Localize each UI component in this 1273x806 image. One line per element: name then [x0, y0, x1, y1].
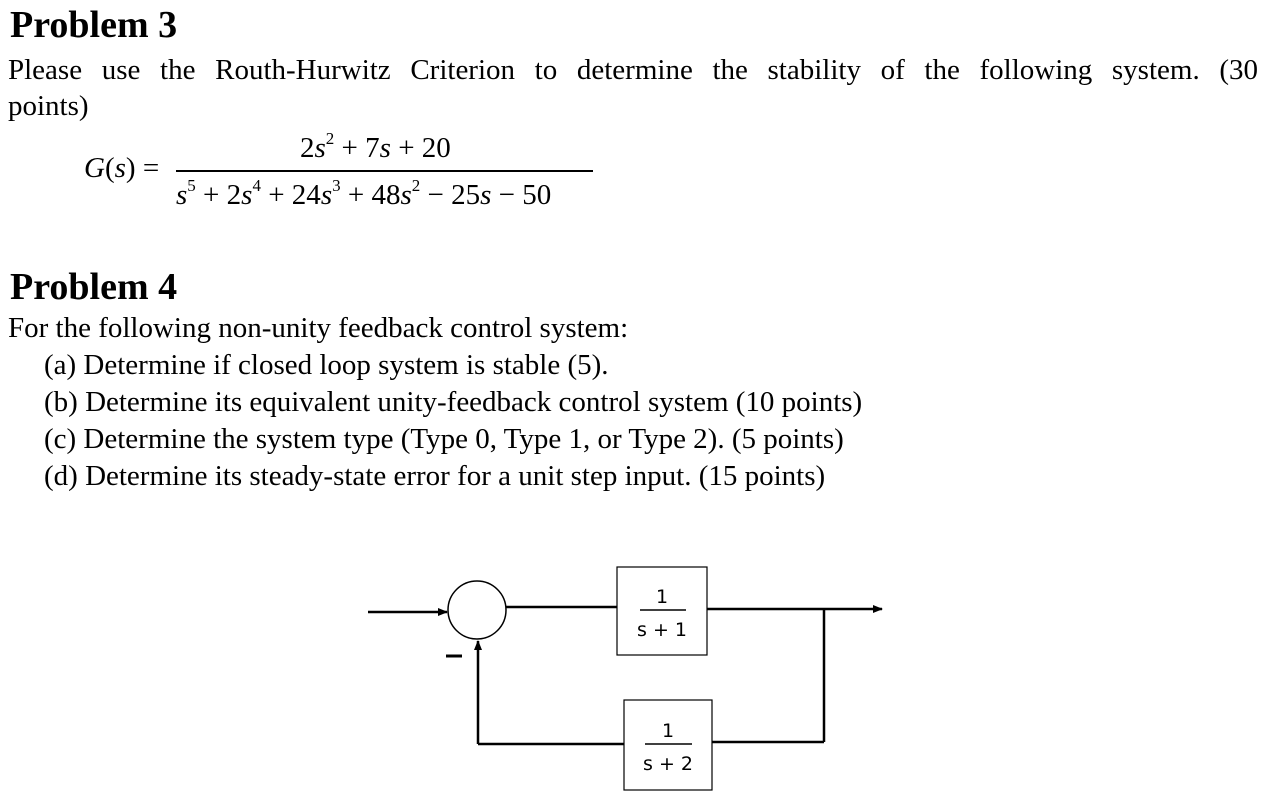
problem-4-item-d: (d) Determine its steady-state error for a unit step input. (15 points)	[44, 460, 826, 492]
feedback-block-numerator: 1	[661, 720, 675, 742]
summing-junction	[448, 581, 506, 639]
problem-4-intro: For the following non-unity feedback control system:	[8, 312, 629, 344]
problem-3-heading: Problem 3	[10, 4, 178, 46]
problem-4-item-a: (a) Determine if closed loop system is stable (5).	[44, 349, 609, 381]
feedback-block-denominator: s + 2	[643, 753, 693, 775]
problem-3-text-line-2: points)	[8, 90, 89, 122]
forward-block-numerator: 1	[655, 586, 669, 608]
forward-block-denominator: s + 1	[637, 619, 687, 641]
equation-numerator: $2s^2 + 7s + 20$	[300, 129, 451, 164]
feedback-block	[624, 700, 712, 790]
problem-4-item-b: (b) Determine its equivalent unity-feedback control system (10 points)	[44, 386, 863, 418]
forward-block	[617, 567, 707, 655]
problem-3-text-line-1: Please use the Routh-Hurwitz Criterion to determine the stability of the following system. (30	[8, 54, 1258, 86]
problem-4-heading: Problem 4	[10, 266, 178, 308]
equation-lhs: G(s) =	[84, 152, 160, 184]
equation-denominator: $s^5 + 2s^4 + 24s^3 + 48s^2 - 25s - 50$	[176, 176, 552, 211]
problem-4-item-c: (c) Determine the system type (Type 0, Type 1, or Type 2). (5 points)	[44, 423, 844, 455]
